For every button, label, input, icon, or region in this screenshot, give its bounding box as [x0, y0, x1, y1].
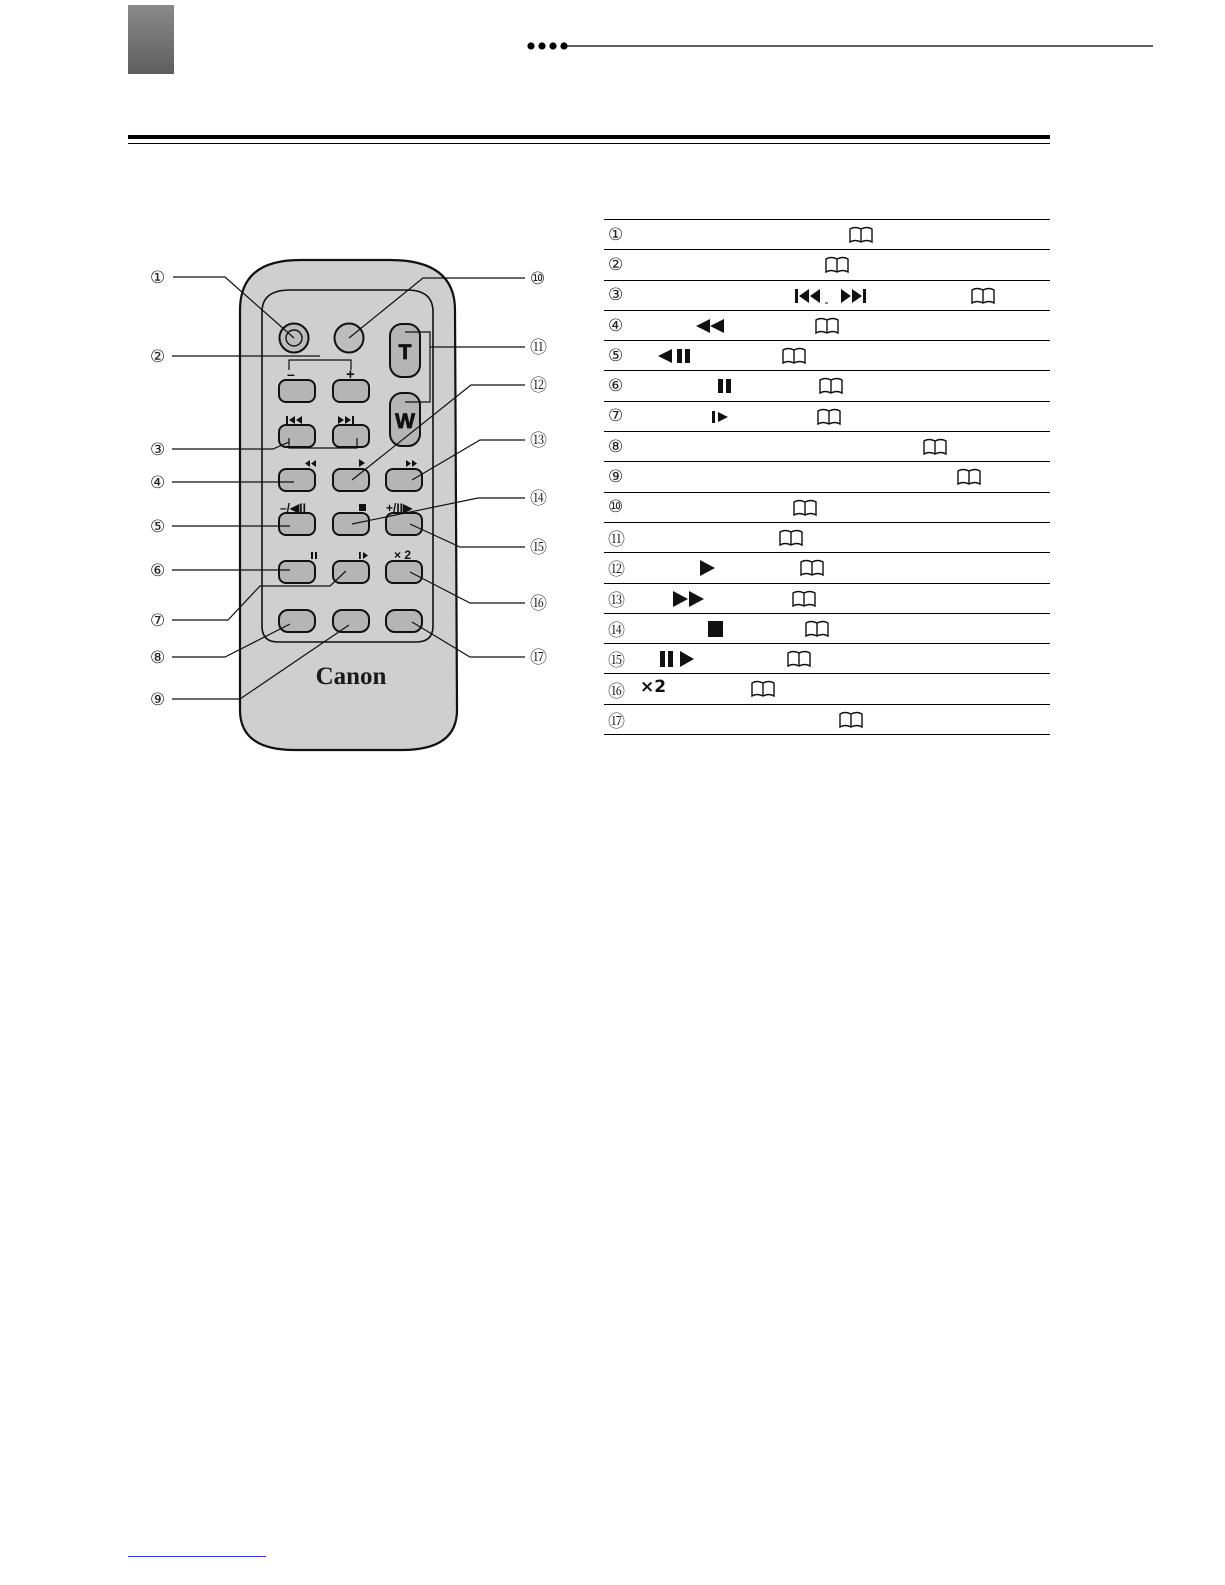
- x2-label: × 2: [394, 548, 412, 562]
- callout-8: ⑧: [150, 648, 166, 668]
- row-number: ③: [608, 285, 624, 306]
- table-row: [604, 462, 1050, 492]
- callout-5: ⑤: [150, 517, 166, 537]
- book-icon: [848, 226, 874, 244]
- row-number: ⑧: [608, 436, 624, 457]
- remote-button-stop: [333, 513, 369, 535]
- book-icon: [970, 287, 996, 305]
- remote-button-x2: [386, 561, 422, 583]
- row-number: ⑪: [608, 530, 625, 551]
- callout-6: ⑥: [150, 561, 166, 581]
- plus-label: +: [346, 366, 355, 383]
- row-number: ⑫: [608, 560, 625, 581]
- remote-button-skip-forward: [333, 425, 369, 447]
- book-icon: [956, 468, 982, 486]
- minus-label: –: [287, 366, 295, 382]
- table-row: [604, 705, 1050, 735]
- rewind-icon: [694, 318, 730, 334]
- callout-15: ⑮: [530, 538, 547, 558]
- book-icon: [781, 347, 807, 365]
- table-row: [604, 341, 1050, 371]
- reference-table: [604, 219, 1050, 735]
- zoom-tele-label: T: [398, 341, 412, 364]
- table-row: [604, 220, 1050, 250]
- remote-button-8: [279, 610, 315, 632]
- header-dotted-rule: [0, 0, 1225, 60]
- book-icon: [838, 711, 864, 729]
- remote-button-9: [333, 610, 369, 632]
- row-number: ⑥: [608, 376, 624, 397]
- row-number: ⑭: [608, 621, 625, 641]
- table-row: [604, 674, 1050, 704]
- row-number: ⑩: [608, 497, 624, 518]
- book-icon: [792, 499, 818, 517]
- title-rule-thin: [128, 143, 1050, 144]
- remote-button-play: [333, 469, 369, 491]
- title-rule-thick: [128, 135, 1050, 139]
- book-icon: [778, 529, 804, 547]
- callout-1: ①: [150, 268, 166, 288]
- brand-logo: Canon: [315, 663, 387, 690]
- remote-button-rewind: [279, 469, 315, 491]
- callout-4: ④: [150, 473, 166, 493]
- table-row: [604, 493, 1050, 523]
- table-row: [604, 644, 1050, 674]
- pause-icon: [716, 378, 736, 394]
- fast-forward-icon: [671, 590, 711, 608]
- row-number: ⑯: [608, 681, 625, 702]
- book-icon: [818, 377, 844, 395]
- zoom-wide-label: W: [395, 410, 415, 433]
- row-number: ①: [608, 224, 624, 245]
- x2-symbol: ×2: [640, 677, 667, 698]
- table-row: [604, 402, 1050, 432]
- book-icon: [814, 317, 840, 335]
- callout-17: ⑰: [530, 648, 547, 668]
- callout-3: ③: [150, 440, 166, 460]
- book-icon: [824, 256, 850, 274]
- callout-2: ②: [150, 347, 166, 367]
- book-icon: [750, 680, 776, 698]
- book-icon: [786, 650, 812, 668]
- table-row: [604, 614, 1050, 644]
- callout-12: ⑫: [530, 376, 547, 396]
- slow-forward-label: +/II▶: [386, 501, 413, 515]
- callout-16: ⑯: [530, 594, 547, 614]
- book-icon: [816, 408, 842, 426]
- book-icon: [804, 620, 830, 638]
- table-row: [604, 371, 1050, 401]
- slow-forward-icon: [710, 410, 734, 424]
- row-number: ④: [608, 315, 624, 336]
- table-row: [604, 523, 1050, 553]
- callout-11: ⑪: [530, 338, 547, 358]
- remote-button-minus: [279, 380, 315, 402]
- row-number: ⑤: [608, 345, 624, 366]
- footer-link[interactable]: [128, 1556, 266, 1557]
- table-row: [604, 553, 1050, 583]
- stop-icon: [359, 504, 366, 511]
- table-row: [604, 584, 1050, 614]
- table-row: [604, 432, 1050, 462]
- stop-icon: [706, 620, 726, 638]
- table-row: [604, 311, 1050, 341]
- play-icon: [698, 559, 718, 577]
- skip-back-forward-icons: [793, 287, 883, 305]
- row-number: ⑮: [608, 651, 625, 672]
- table-row: [604, 250, 1050, 280]
- remote-button-plus: [333, 380, 369, 402]
- callout-7: ⑦: [150, 611, 166, 631]
- callout-9: ⑨: [150, 690, 166, 710]
- row-number: ⑬: [608, 590, 625, 611]
- remote-button-fast-forward: [386, 469, 422, 491]
- remote-button-17: [386, 610, 422, 632]
- book-icon: [799, 559, 825, 577]
- slow-reverse-label: –/◀II: [280, 501, 306, 515]
- row-number: ⑦: [608, 406, 624, 427]
- frame-advance-icon: [658, 650, 708, 668]
- remote-button-slow: [333, 561, 369, 583]
- row-number: ②: [608, 254, 624, 275]
- row-number: ⑨: [608, 467, 624, 488]
- frame-reverse-icon: [656, 348, 706, 364]
- remote-button-slow-reverse: [279, 513, 315, 535]
- remote-button-pause: [279, 561, 315, 583]
- callout-13: ⑬: [530, 431, 547, 451]
- remote-control-diagram: [140, 250, 580, 760]
- callout-10: ⑩: [530, 269, 546, 289]
- callout-14: ⑭: [530, 489, 547, 509]
- book-icon: [791, 590, 817, 608]
- table-row: [604, 281, 1050, 311]
- row-number: ⑰: [608, 711, 625, 732]
- book-icon: [922, 438, 948, 456]
